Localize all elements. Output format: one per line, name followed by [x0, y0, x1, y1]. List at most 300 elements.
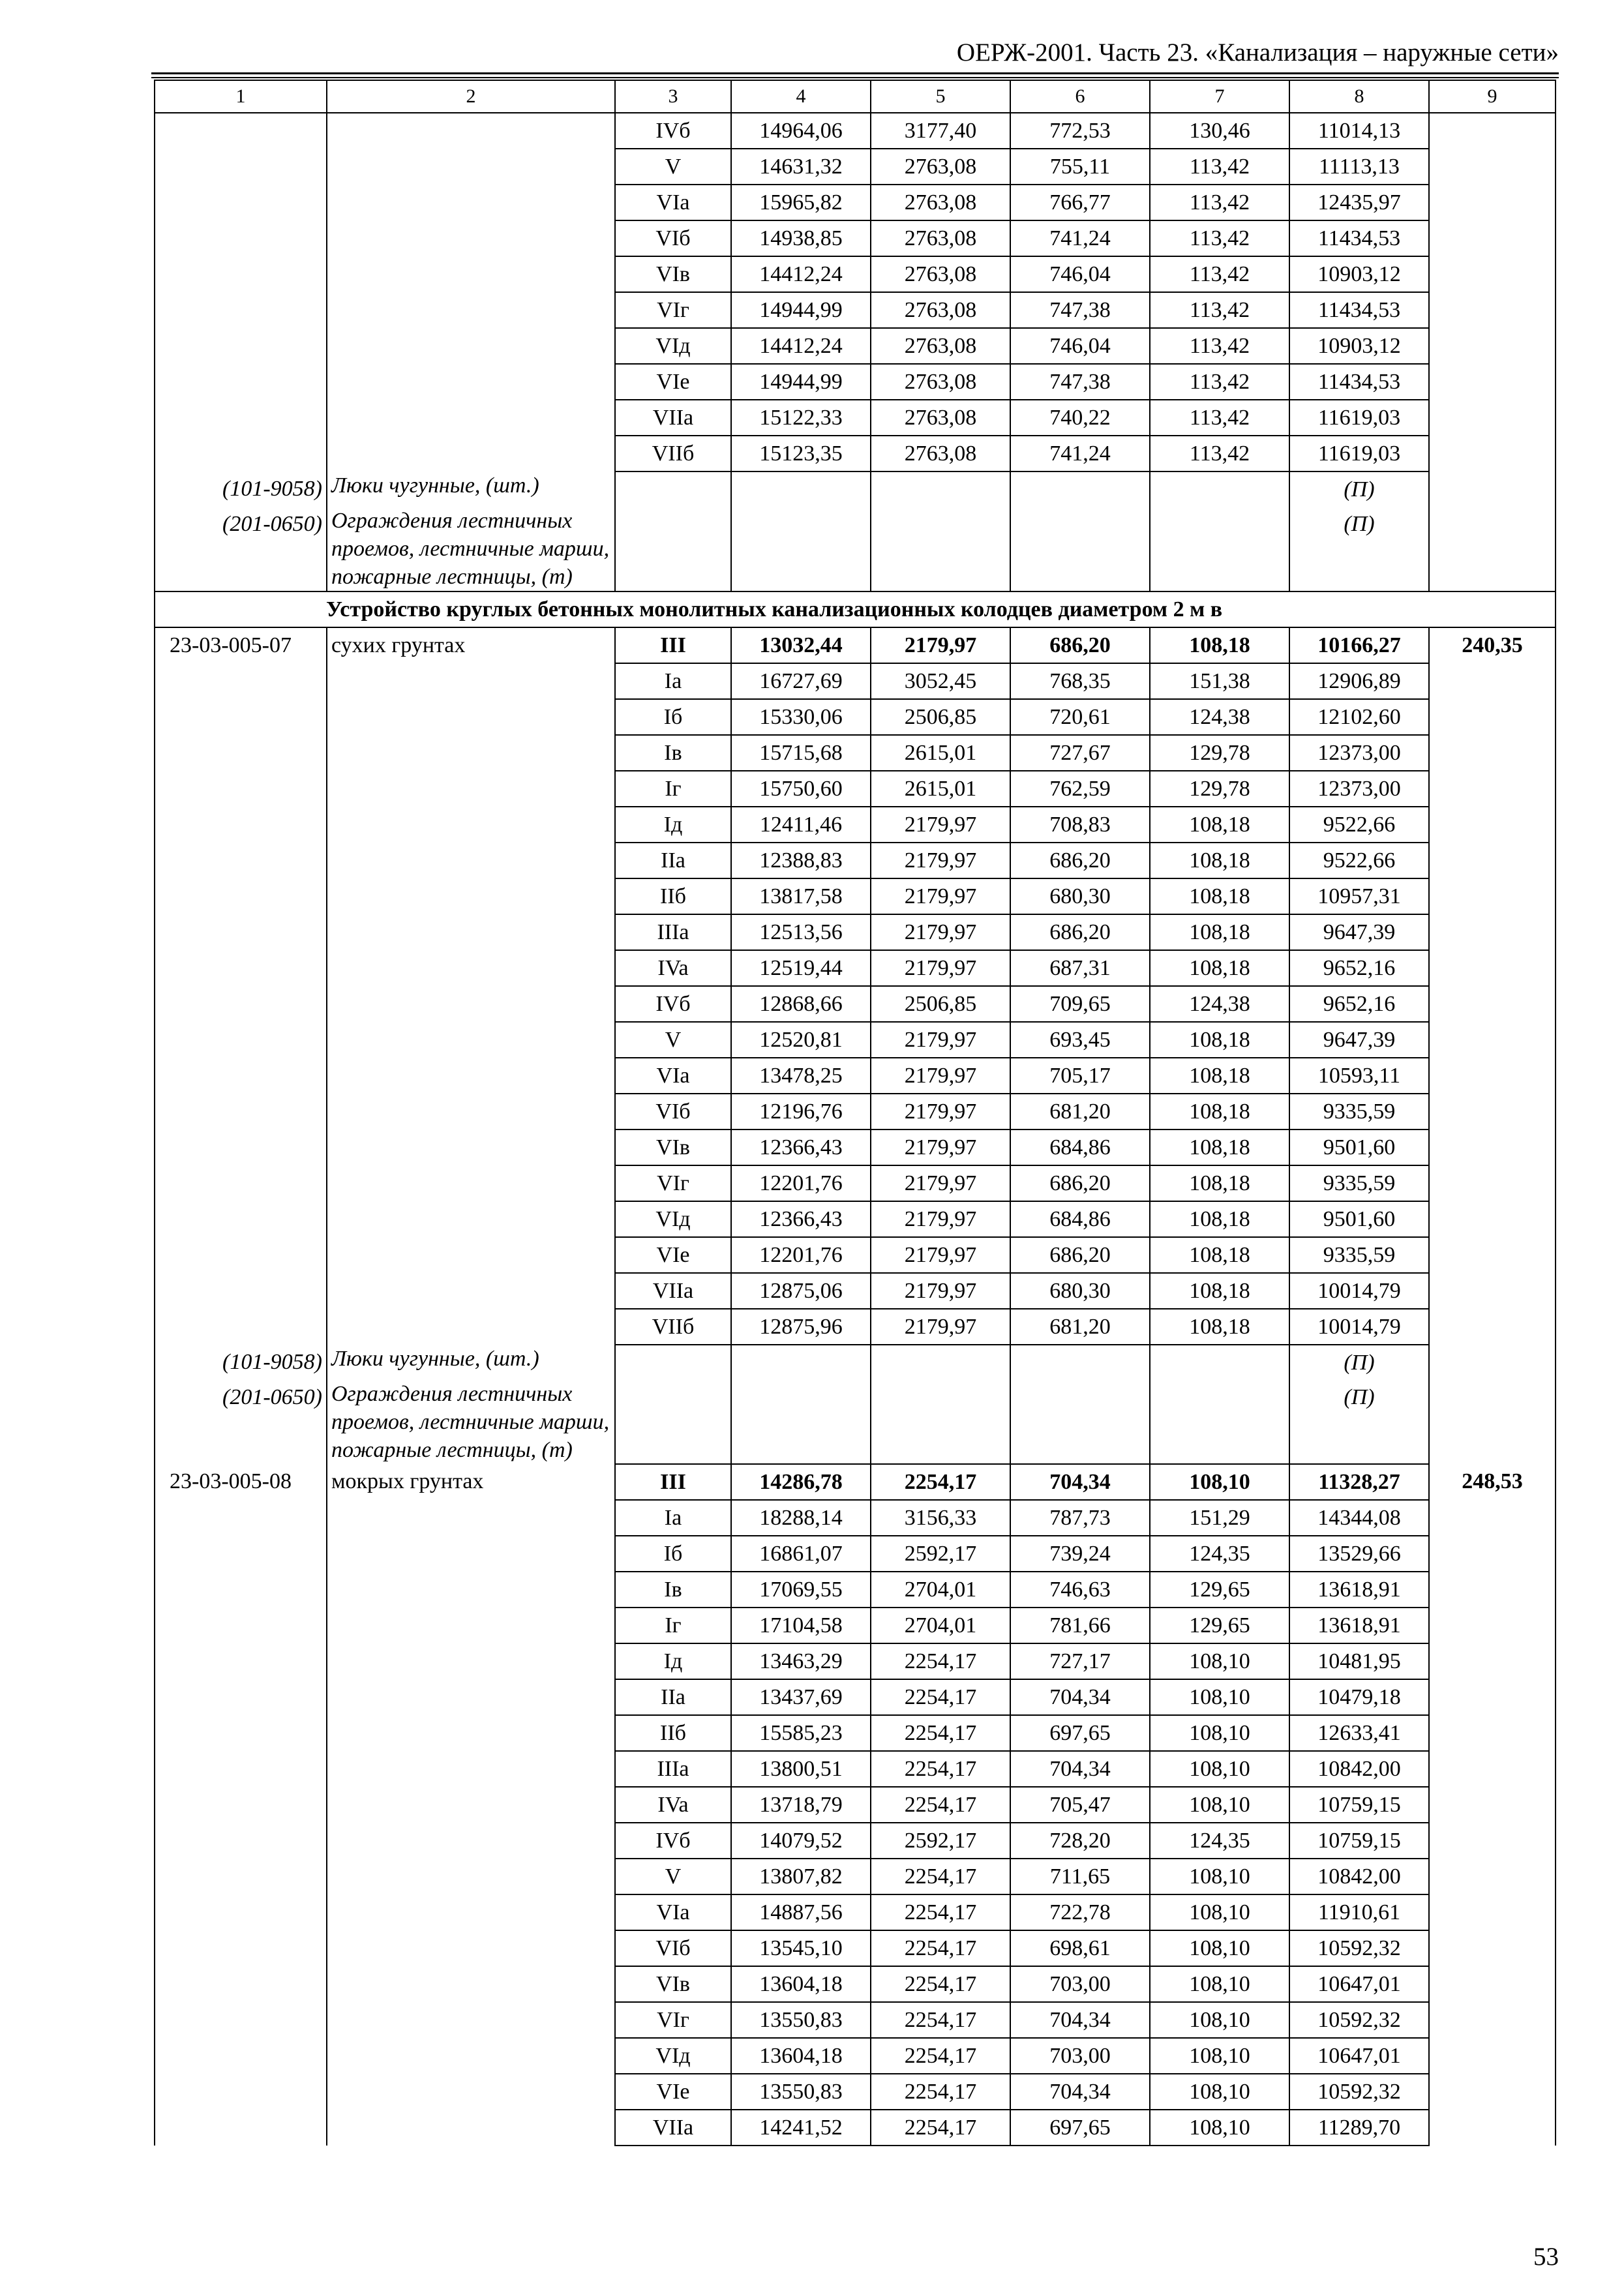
zone-cell: VIг — [615, 292, 731, 328]
empty-cell — [327, 1094, 615, 1130]
value-cell: 17104,58 — [731, 1608, 871, 1643]
value-cell: 15585,23 — [731, 1715, 871, 1751]
value-cell: 704,34 — [1010, 1679, 1150, 1715]
value-cell: 108,18 — [1150, 807, 1289, 843]
empty-cell — [155, 1787, 327, 1823]
value-cell: 10592,32 — [1289, 2074, 1429, 2110]
table-row — [155, 627, 1556, 663]
empty-cell — [1429, 364, 1556, 400]
zone-cell: VIг — [615, 1165, 731, 1201]
table-row — [155, 914, 1556, 950]
value-cell: 10759,15 — [1289, 1787, 1429, 1823]
resource-code: (201-0650) — [155, 507, 327, 591]
table-row — [155, 663, 1556, 699]
empty-cell — [327, 1823, 615, 1859]
value-cell: 11910,61 — [1289, 1894, 1429, 1930]
empty-cell — [155, 2110, 327, 2146]
value-cell: 12388,83 — [731, 843, 871, 878]
value-cell: 9647,39 — [1289, 914, 1429, 950]
value-cell: 680,30 — [1010, 878, 1150, 914]
value-cell: 113,42 — [1150, 149, 1289, 185]
resource-name: Ограждения лестничных проемов, лестничные марши, пожарные лестницы, (т) — [327, 1380, 615, 1464]
value-cell: 10647,01 — [1289, 2038, 1429, 2074]
table-row — [155, 986, 1556, 1022]
value-cell: 711,65 — [1010, 1859, 1150, 1894]
zone-cell: Iв — [615, 1572, 731, 1608]
value-cell: 130,46 — [1150, 113, 1289, 149]
value-cell: 12875,06 — [731, 1273, 871, 1309]
value-cell: 708,83 — [1010, 807, 1150, 843]
value-cell: 113,42 — [1150, 436, 1289, 471]
value-cell: 9647,39 — [1289, 1022, 1429, 1058]
table-row — [155, 1237, 1556, 1273]
empty-cell — [1429, 2110, 1556, 2146]
empty-cell — [1429, 699, 1556, 735]
empty-cell — [327, 1643, 615, 1679]
value-cell: 14944,99 — [731, 364, 871, 400]
resource-flag: (П) — [1289, 507, 1429, 591]
value-cell: 14964,06 — [731, 113, 871, 149]
zone-cell: IIб — [615, 1715, 731, 1751]
column-number: 6 — [1010, 80, 1150, 113]
empty-cell — [327, 220, 615, 256]
empty-cell — [1429, 2002, 1556, 2038]
value-cell: 747,38 — [1010, 292, 1150, 328]
empty-cell — [155, 1165, 327, 1201]
value-cell: 704,34 — [1010, 2074, 1150, 2110]
value-cell: 762,59 — [1010, 771, 1150, 807]
value-cell: 10957,31 — [1289, 878, 1429, 914]
value-cell: 2763,08 — [871, 436, 1010, 471]
resource-flag: (П) — [1289, 471, 1429, 507]
column-number: 9 — [1429, 80, 1556, 113]
empty-cell — [1429, 1608, 1556, 1643]
empty-cell — [1010, 471, 1150, 507]
table-row — [155, 1536, 1556, 1572]
value-cell: 124,35 — [1150, 1536, 1289, 1572]
zone-cell: VIб — [615, 1930, 731, 1966]
column-number-row — [155, 80, 1556, 113]
empty-cell — [327, 914, 615, 950]
value-cell: 15122,33 — [731, 400, 871, 436]
empty-cell — [327, 2074, 615, 2110]
value-cell: 2254,17 — [871, 1643, 1010, 1679]
value-cell: 12435,97 — [1289, 185, 1429, 220]
value-cell: 2179,97 — [871, 1058, 1010, 1094]
empty-cell — [1429, 771, 1556, 807]
value-cell: 124,35 — [1150, 1823, 1289, 1859]
value-cell: 741,24 — [1010, 220, 1150, 256]
empty-cell — [1429, 663, 1556, 699]
table-row — [155, 1894, 1556, 1930]
empty-cell — [1429, 1930, 1556, 1966]
empty-cell — [155, 364, 327, 400]
value-cell: 10647,01 — [1289, 1966, 1429, 2002]
resource-note-row — [155, 471, 1556, 507]
table-row — [155, 1022, 1556, 1058]
table-row — [155, 292, 1556, 328]
empty-cell — [327, 1536, 615, 1572]
value-cell: 151,38 — [1150, 663, 1289, 699]
value-cell: 108,18 — [1150, 1309, 1289, 1345]
value-cell: 787,73 — [1010, 1500, 1150, 1536]
table-row — [155, 436, 1556, 471]
empty-cell — [1429, 2038, 1556, 2074]
value-cell: 746,04 — [1010, 256, 1150, 292]
value-cell: 13807,82 — [731, 1859, 871, 1894]
value-cell: 2254,17 — [871, 1751, 1010, 1787]
empty-cell — [155, 400, 327, 436]
empty-cell — [1429, 113, 1556, 149]
table-row — [155, 878, 1556, 914]
value-cell: 11014,13 — [1289, 113, 1429, 149]
value-cell: 113,42 — [1150, 292, 1289, 328]
value-cell: 108,18 — [1150, 1165, 1289, 1201]
table-row — [155, 1751, 1556, 1787]
zone-cell: VIе — [615, 2074, 731, 2110]
table-row — [155, 1787, 1556, 1823]
value-cell: 697,65 — [1010, 1715, 1150, 1751]
empty-cell — [327, 1679, 615, 1715]
value-cell: 704,34 — [1010, 2002, 1150, 2038]
value-cell: 2179,97 — [871, 1130, 1010, 1165]
value-cell: 686,20 — [1010, 627, 1150, 663]
value-cell: 10166,27 — [1289, 627, 1429, 663]
value-cell: 2179,97 — [871, 807, 1010, 843]
table-row — [155, 2038, 1556, 2074]
empty-cell — [327, 2038, 615, 2074]
empty-cell — [1429, 986, 1556, 1022]
empty-cell — [155, 1859, 327, 1894]
empty-cell — [327, 1894, 615, 1930]
value-cell: 766,77 — [1010, 185, 1150, 220]
value-cell: 13604,18 — [731, 1966, 871, 2002]
empty-cell — [155, 986, 327, 1022]
value-cell: 2179,97 — [871, 843, 1010, 878]
value-cell: 681,20 — [1010, 1309, 1150, 1345]
empty-cell — [1429, 735, 1556, 771]
empty-cell — [155, 878, 327, 914]
value-cell: 16727,69 — [731, 663, 871, 699]
empty-cell — [155, 2074, 327, 2110]
value-cell: 113,42 — [1150, 400, 1289, 436]
value-cell: 108,10 — [1150, 1966, 1289, 2002]
table-row — [155, 149, 1556, 185]
empty-cell — [1429, 471, 1556, 507]
empty-cell — [155, 735, 327, 771]
value-cell: 14938,85 — [731, 220, 871, 256]
resource-flag: (П) — [1289, 1380, 1429, 1464]
empty-cell — [327, 1608, 615, 1643]
empty-cell — [155, 1094, 327, 1130]
empty-cell — [155, 113, 327, 149]
table-row — [155, 1715, 1556, 1751]
value-cell: 2763,08 — [871, 256, 1010, 292]
empty-cell — [1429, 292, 1556, 328]
table-row — [155, 2074, 1556, 2110]
value-cell: 2763,08 — [871, 364, 1010, 400]
zone-cell: VIa — [615, 1894, 731, 1930]
value-cell: 10593,11 — [1289, 1058, 1429, 1094]
empty-cell — [731, 507, 871, 591]
empty-cell — [155, 2002, 327, 2038]
value-cell: 12196,76 — [731, 1094, 871, 1130]
value-cell: 9652,16 — [1289, 950, 1429, 986]
zone-cell: IVa — [615, 1787, 731, 1823]
value-cell: 13478,25 — [731, 1058, 871, 1094]
column-number: 4 — [731, 80, 871, 113]
empty-cell — [155, 1679, 327, 1715]
value-cell: 698,61 — [1010, 1930, 1150, 1966]
value-cell: 13604,18 — [731, 2038, 871, 2074]
zone-cell: VIIa — [615, 2110, 731, 2146]
work-description: сухих грунтах — [327, 627, 615, 663]
zone-cell: VIд — [615, 1201, 731, 1237]
value-cell: 768,35 — [1010, 663, 1150, 699]
value-cell: 2506,85 — [871, 699, 1010, 735]
value-cell: 2615,01 — [871, 771, 1010, 807]
value-cell: 3156,33 — [871, 1500, 1010, 1536]
resource-note-row — [155, 507, 1556, 591]
value-cell: 108,18 — [1150, 1058, 1289, 1094]
value-cell: 709,65 — [1010, 986, 1150, 1022]
value-cell: 2763,08 — [871, 220, 1010, 256]
empty-cell — [1429, 400, 1556, 436]
empty-cell — [327, 1751, 615, 1787]
value-cell: 13437,69 — [731, 1679, 871, 1715]
value-cell: 14412,24 — [731, 256, 871, 292]
value-cell: 13817,58 — [731, 878, 871, 914]
empty-cell — [155, 1823, 327, 1859]
empty-cell — [1429, 1201, 1556, 1237]
value-cell: 2254,17 — [871, 1930, 1010, 1966]
empty-cell — [1429, 878, 1556, 914]
value-cell: 12520,81 — [731, 1022, 871, 1058]
table-row — [155, 1273, 1556, 1309]
value-cell: 9335,59 — [1289, 1094, 1429, 1130]
empty-cell — [155, 1022, 327, 1058]
empty-cell — [155, 663, 327, 699]
value-cell: 722,78 — [1010, 1894, 1150, 1930]
value-cell: 113,42 — [1150, 364, 1289, 400]
value-cell: 108,18 — [1150, 1130, 1289, 1165]
empty-cell — [327, 256, 615, 292]
value-cell: 2763,08 — [871, 328, 1010, 364]
empty-cell — [155, 1536, 327, 1572]
value-cell: 12373,00 — [1289, 771, 1429, 807]
value-cell: 9335,59 — [1289, 1165, 1429, 1201]
empty-cell — [155, 1309, 327, 1345]
empty-cell — [155, 807, 327, 843]
value-cell: 2179,97 — [871, 878, 1010, 914]
value-cell: 13032,44 — [731, 627, 871, 663]
empty-cell — [1429, 1894, 1556, 1930]
empty-cell — [327, 699, 615, 735]
table-row — [155, 1094, 1556, 1130]
value-cell: 2254,17 — [871, 2002, 1010, 2038]
value-cell: 2254,17 — [871, 2038, 1010, 2074]
empty-cell — [155, 1608, 327, 1643]
zone-cell: VIе — [615, 364, 731, 400]
empty-cell — [1429, 1130, 1556, 1165]
value-cell: 13545,10 — [731, 1930, 871, 1966]
value-cell: 2179,97 — [871, 1165, 1010, 1201]
value-cell: 2254,17 — [871, 1787, 1010, 1823]
empty-cell — [1429, 807, 1556, 843]
value-cell: 18288,14 — [731, 1500, 871, 1536]
table-row — [155, 400, 1556, 436]
value-cell: 108,18 — [1150, 1273, 1289, 1309]
value-cell: 2179,97 — [871, 1201, 1010, 1237]
value-cell: 12906,89 — [1289, 663, 1429, 699]
value-cell: 129,78 — [1150, 771, 1289, 807]
value-cell: 2592,17 — [871, 1536, 1010, 1572]
value-cell: 2506,85 — [871, 986, 1010, 1022]
column-number: 8 — [1289, 80, 1429, 113]
empty-cell — [1429, 185, 1556, 220]
value-cell: 14241,52 — [731, 2110, 871, 2146]
table-row — [155, 2110, 1556, 2146]
table-row — [155, 1165, 1556, 1201]
value-cell: 9501,60 — [1289, 1130, 1429, 1165]
zone-cell: VIд — [615, 2038, 731, 2074]
empty-cell — [327, 364, 615, 400]
value-cell: 15715,68 — [731, 735, 871, 771]
value-cell: 108,10 — [1150, 1679, 1289, 1715]
empty-cell — [155, 1894, 327, 1930]
empty-cell — [1429, 1165, 1556, 1201]
value-cell: 108,10 — [1150, 2002, 1289, 2038]
table-row — [155, 807, 1556, 843]
zone-cell: VIa — [615, 185, 731, 220]
value-cell: 740,22 — [1010, 400, 1150, 436]
empty-cell — [731, 1380, 871, 1464]
resource-code: (101-9058) — [155, 471, 327, 507]
value-cell: 10759,15 — [1289, 1823, 1429, 1859]
empty-cell — [155, 1130, 327, 1165]
value-cell: 10903,12 — [1289, 256, 1429, 292]
value-cell: 108,10 — [1150, 1751, 1289, 1787]
value-cell: 746,04 — [1010, 328, 1150, 364]
table-row — [155, 220, 1556, 256]
section-title-row — [155, 591, 1556, 627]
empty-cell — [1429, 1094, 1556, 1130]
value-cell: 108,18 — [1150, 1201, 1289, 1237]
resource-note-row — [155, 1345, 1556, 1380]
empty-cell — [1429, 1715, 1556, 1751]
empty-cell — [155, 1058, 327, 1094]
empty-cell — [327, 843, 615, 878]
empty-cell — [155, 1930, 327, 1966]
empty-cell — [615, 507, 731, 591]
value-cell: 10842,00 — [1289, 1859, 1429, 1894]
value-cell: 680,30 — [1010, 1273, 1150, 1309]
empty-cell — [155, 1237, 327, 1273]
empty-cell — [731, 1345, 871, 1380]
value-cell: 113,42 — [1150, 185, 1289, 220]
value-cell: 12633,41 — [1289, 1715, 1429, 1751]
zone-cell: IIIa — [615, 914, 731, 950]
zone-cell: Iб — [615, 1536, 731, 1572]
empty-cell — [1010, 1380, 1150, 1464]
empty-cell — [327, 400, 615, 436]
value-cell: 13463,29 — [731, 1643, 871, 1679]
value-cell: 720,61 — [1010, 699, 1150, 735]
empty-cell — [1429, 507, 1556, 591]
resource-name: Люки чугунные, (шт.) — [327, 471, 615, 507]
table-row — [155, 1930, 1556, 1966]
table-row — [155, 1572, 1556, 1608]
value-cell: 10014,79 — [1289, 1309, 1429, 1345]
value-cell: 704,34 — [1010, 1464, 1150, 1500]
value-cell: 129,78 — [1150, 735, 1289, 771]
value-cell: 13529,66 — [1289, 1536, 1429, 1572]
zone-cell: VIе — [615, 1237, 731, 1273]
value-cell: 12519,44 — [731, 950, 871, 986]
resource-name: Люки чугунные, (шт.) — [327, 1345, 615, 1380]
empty-cell — [1429, 1859, 1556, 1894]
value-cell: 108,10 — [1150, 2038, 1289, 2074]
resource-note-row — [155, 1380, 1556, 1464]
table-row — [155, 1679, 1556, 1715]
value-cell: 108,10 — [1150, 1464, 1289, 1500]
empty-cell — [871, 471, 1010, 507]
empty-cell — [327, 185, 615, 220]
value-cell: 9501,60 — [1289, 1201, 1429, 1237]
value-cell: 739,24 — [1010, 1536, 1150, 1572]
value-cell: 10842,00 — [1289, 1751, 1429, 1787]
empty-cell — [155, 843, 327, 878]
value-cell: 10014,79 — [1289, 1273, 1429, 1309]
value-cell: 108,10 — [1150, 1715, 1289, 1751]
value-cell: 11619,03 — [1289, 436, 1429, 471]
resource-flag: (П) — [1289, 1345, 1429, 1380]
header-rule — [151, 72, 1559, 74]
norm-total: 248,53 — [1429, 1464, 1556, 1500]
value-cell: 113,42 — [1150, 328, 1289, 364]
empty-cell — [155, 1643, 327, 1679]
empty-cell — [327, 328, 615, 364]
value-cell: 11434,53 — [1289, 220, 1429, 256]
value-cell: 13550,83 — [731, 2074, 871, 2110]
empty-cell — [327, 2110, 615, 2146]
value-cell: 15330,06 — [731, 699, 871, 735]
zone-cell: IVa — [615, 950, 731, 986]
zone-cell: V — [615, 1022, 731, 1058]
value-cell: 10592,32 — [1289, 1930, 1429, 1966]
value-cell: 684,86 — [1010, 1201, 1150, 1237]
empty-cell — [327, 1237, 615, 1273]
empty-cell — [155, 1966, 327, 2002]
value-cell: 13618,91 — [1289, 1608, 1429, 1643]
empty-cell — [155, 1715, 327, 1751]
section-title: Устройство круглых бетонных монолитных канализационных колодцев диаметром 2 м в — [155, 591, 1556, 627]
norms-table — [154, 80, 1556, 2146]
value-cell: 108,18 — [1150, 1094, 1289, 1130]
value-cell: 11328,27 — [1289, 1464, 1429, 1500]
value-cell: 2704,01 — [871, 1572, 1010, 1608]
value-cell: 9335,59 — [1289, 1237, 1429, 1273]
value-cell: 108,10 — [1150, 1894, 1289, 1930]
empty-cell — [155, 950, 327, 986]
resource-code: (101-9058) — [155, 1345, 327, 1380]
value-cell: 2179,97 — [871, 1309, 1010, 1345]
zone-cell: Iг — [615, 771, 731, 807]
empty-cell — [1429, 1380, 1556, 1464]
empty-cell — [327, 1787, 615, 1823]
empty-cell — [615, 1345, 731, 1380]
empty-cell — [155, 1273, 327, 1309]
